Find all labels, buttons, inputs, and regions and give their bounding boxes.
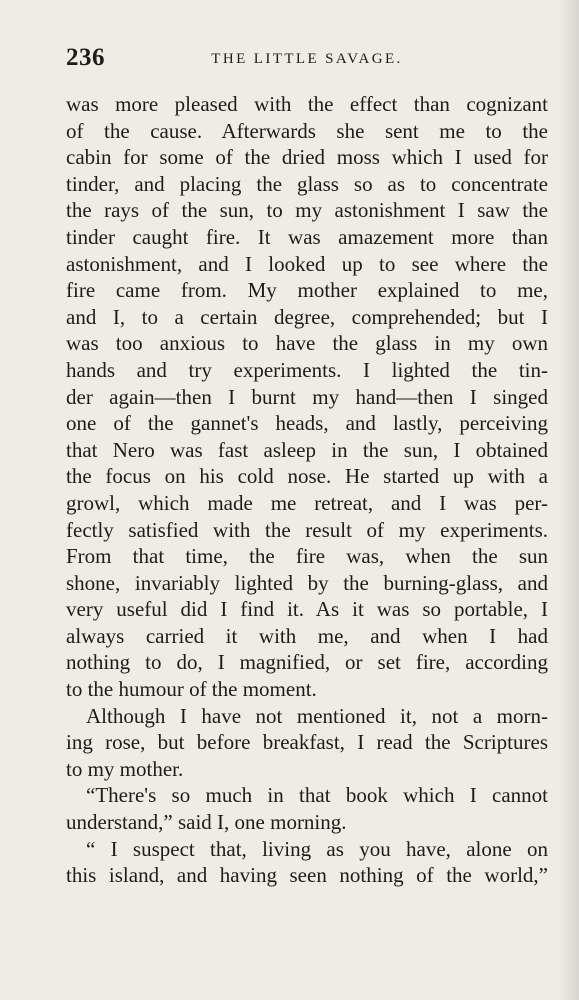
running-title: THE LITTLE SAVAGE. — [211, 51, 403, 67]
text-line: shone, invariably lighted by the burning-glass, and — [66, 570, 548, 595]
text-line: “There's so much in that book which I cannot — [86, 783, 548, 808]
text-line: and I, to a certain degree, comprehended; but I — [66, 304, 548, 329]
text-line: understand,” said I, one morning. — [66, 810, 347, 835]
text-line: very useful did I find it. As it was so portable, I — [66, 597, 548, 622]
text-line: der again—then I burnt my hand—then I singed — [66, 384, 548, 409]
text-line: “ I suspect that, living as you have, alone on — [86, 836, 548, 861]
text-line: the rays of the sun, to my astonishment I saw the — [66, 198, 548, 223]
text-line: tinder, and placing the glass so as to concentrate — [66, 171, 548, 196]
text-line: From that time, the fire was, when the sun — [66, 544, 548, 569]
text-line: that Nero was fast asleep in the sun, I obtained — [66, 437, 548, 462]
text-line: of the cause. Afterwards she sent me to the — [66, 118, 548, 143]
text-line: ing rose, but before breakfast, I read the Scriptures — [66, 730, 548, 755]
text-line: Although I have not mentioned it, not a morn- — [86, 703, 548, 728]
body-text — [66, 91, 548, 889]
text-line: fire came from. My mother explained to me, — [66, 278, 548, 303]
text-line: astonishment, and I looked up to see where the — [66, 251, 548, 276]
text-line: to my mother. — [66, 756, 184, 781]
text-line: tinder caught fire. It was amazement more than — [66, 224, 548, 249]
text-line: was more pleased with the effect than cognizant — [66, 92, 548, 116]
text-line: one of the gannet's heads, and lastly, perceiving — [66, 411, 548, 436]
text-line: cabin for some of the dried moss which I used for — [66, 145, 548, 170]
text-line: to the humour of the moment. — [66, 677, 317, 702]
text-line: fectly satisfied with the result of my experiments. — [66, 517, 548, 542]
text-line: growl, which made me retreat, and I was per- — [66, 490, 548, 515]
text-line: the focus on his cold nose. He started up with a — [66, 464, 548, 489]
text-line: this island, and having seen nothing of the world,” — [66, 863, 548, 888]
text-line: was too anxious to have the glass in my own — [66, 331, 548, 356]
text-line: always carried it with me, and when I had — [66, 623, 548, 648]
text-line: nothing to do, I magnified, or set fire, according — [66, 650, 548, 675]
page-header — [66, 44, 548, 76]
page-number: 236 — [66, 44, 105, 71]
text-line: hands and try experiments. I lighted the tin- — [66, 357, 548, 382]
